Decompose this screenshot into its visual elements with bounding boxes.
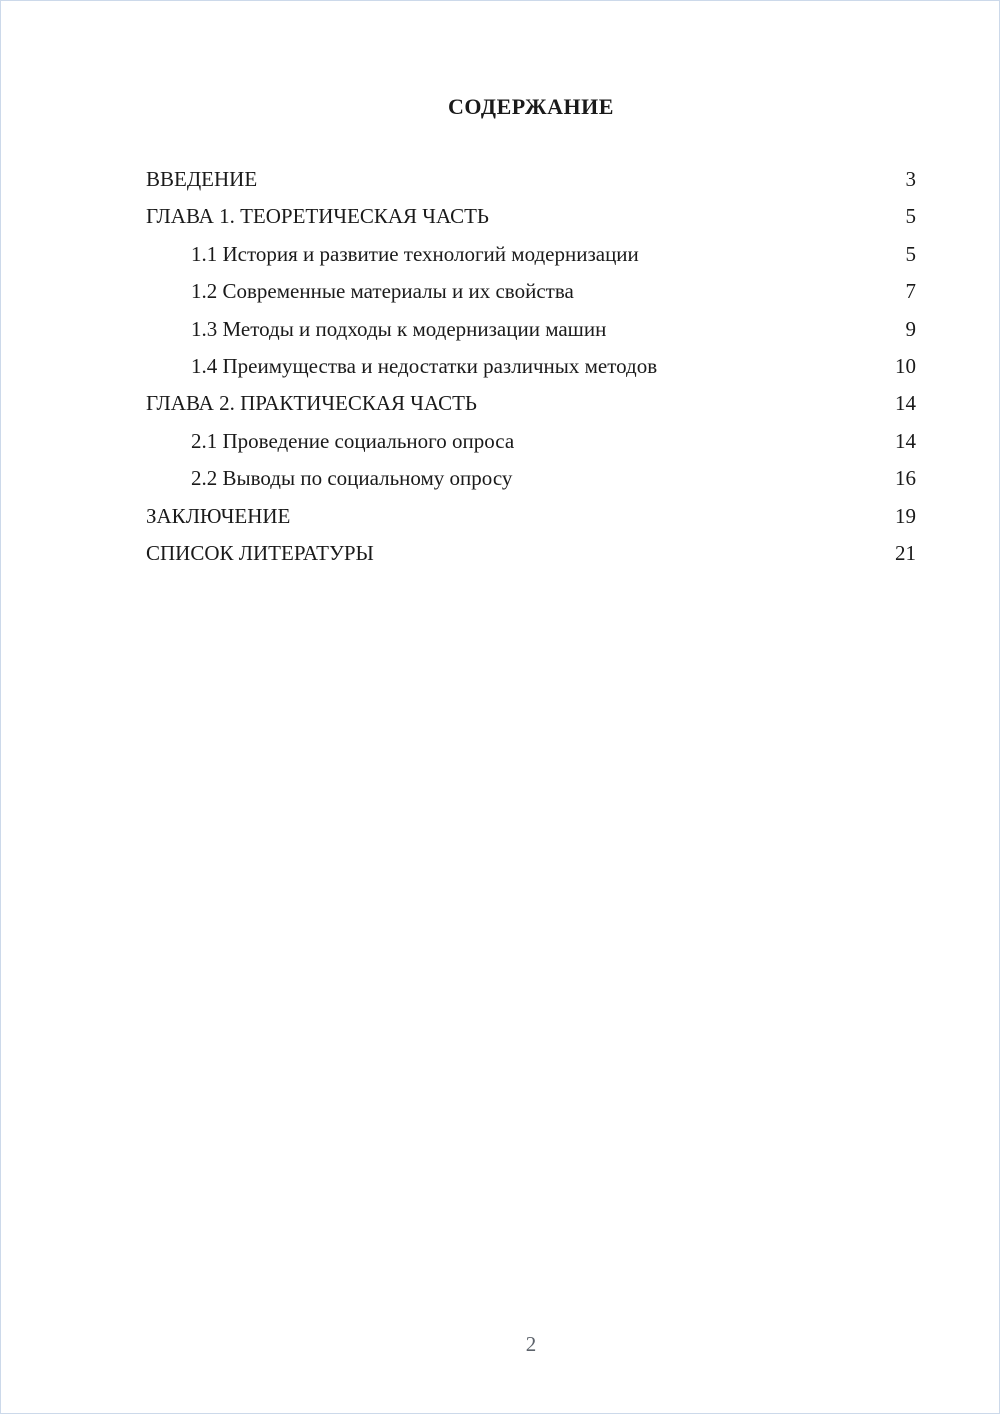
toc-entry-page-number: 19 (895, 503, 916, 528)
toc-entry (146, 236, 916, 273)
toc-entry-page-number: 14 (895, 428, 916, 453)
page-title: СОДЕРЖАНИЕ (448, 94, 614, 119)
table-of-contents (146, 161, 916, 572)
toc-entry (146, 423, 916, 460)
toc-entry (146, 198, 916, 235)
toc-entry-label: ГЛАВА 2. ПРАКТИЧЕСКАЯ ЧАСТЬ (146, 391, 477, 416)
toc-entry-page-number: 5 (905, 204, 916, 229)
toc-entry-label: 2.2 Выводы по социальному опросу (191, 466, 513, 491)
toc-entry-page-number: 10 (895, 353, 916, 378)
toc-entry (146, 498, 916, 535)
toc-entry-page-number: 16 (895, 466, 916, 491)
toc-entry (146, 348, 916, 385)
toc-entry (146, 311, 916, 348)
toc-entry-page-number: 3 (905, 167, 916, 191)
toc-entry-label: 1.2 Современные материалы и их свойства (191, 279, 574, 304)
toc-entry-page-number: 7 (905, 279, 916, 304)
toc-entry-page-number: 5 (905, 241, 916, 266)
toc-entry-label: ГЛАВА 1. ТЕОРЕТИЧЕСКАЯ ЧАСТЬ (146, 204, 489, 229)
toc-entry (146, 535, 916, 572)
toc-entry-page-number: 21 (895, 540, 916, 565)
footer-page-number: 2 (525, 1332, 537, 1356)
toc-entry-label: 1.1 История и развитие технологий модернизации (191, 241, 639, 266)
toc-entry-label: 2.1 Проведение социального опроса (191, 428, 515, 453)
toc-entry-label: ЗАКЛЮЧЕНИЕ (146, 503, 291, 528)
toc-entry (146, 273, 916, 310)
toc-entry-label: СПИСОК ЛИТЕРАТУРЫ (146, 540, 374, 565)
toc-entry-label: 1.4 Преимущества и недостатки различных методов (191, 353, 658, 378)
toc-entry-page-number: 9 (905, 316, 916, 341)
toc-entry-page-number: 14 (895, 391, 916, 416)
toc-entry-label: ВВЕДЕНИЕ (146, 167, 258, 191)
toc-entry (146, 385, 916, 422)
toc-entry (146, 161, 916, 198)
toc-entry (146, 460, 916, 497)
toc-entry-label: 1.3 Методы и подходы к модернизации машин (191, 316, 607, 341)
